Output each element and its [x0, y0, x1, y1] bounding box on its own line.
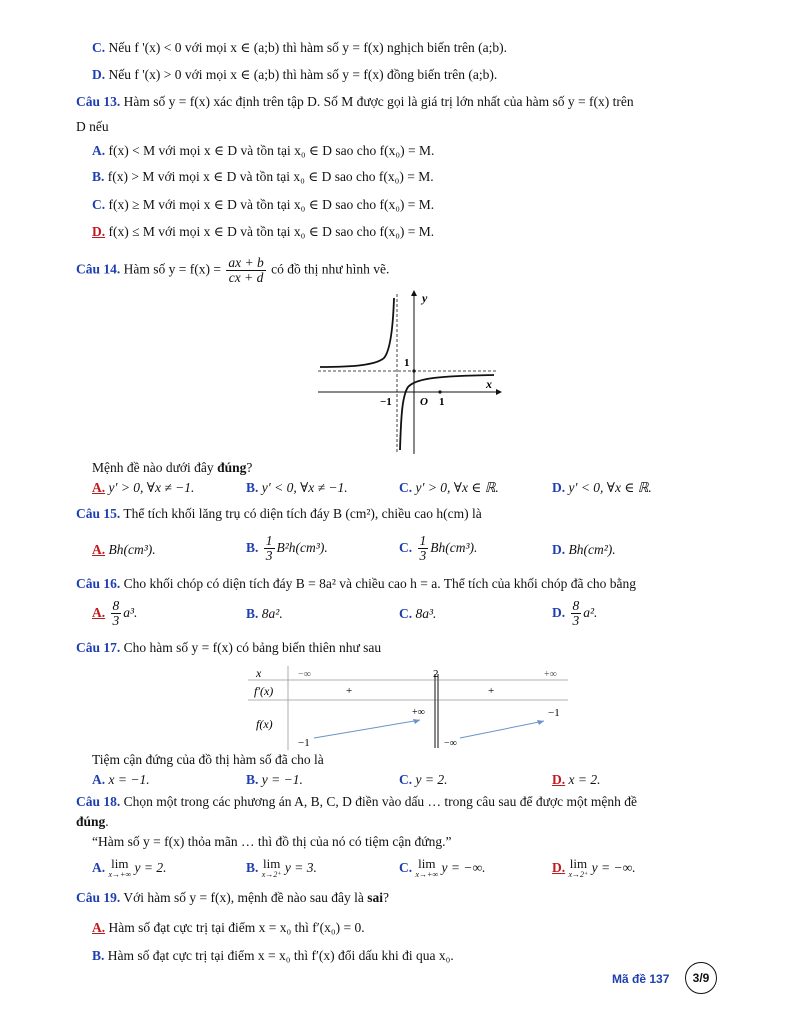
- q14-option-c: [399, 478, 499, 498]
- option-label: C.: [92, 197, 106, 212]
- option-label-correct: D.: [552, 772, 566, 787]
- option-label-correct: A.: [92, 605, 106, 620]
- option-label: D.: [552, 480, 566, 495]
- denominator: cx + d: [228, 270, 264, 285]
- question-text: có đồ thị như hình vẽ.: [271, 261, 390, 277]
- q19-stem: [76, 888, 389, 908]
- option-text: 8a³.: [415, 606, 437, 621]
- question-text: Với hàm số y = f(x), mệnh đề nào sau đây là: [123, 890, 368, 905]
- limit-word: lim: [418, 855, 436, 871]
- denominator: 3: [572, 613, 580, 629]
- q15-option-c: [399, 533, 477, 563]
- option-text: f(x) ≤ M với mọi x ∈ D và tồn tại x₀ ∈ D sao cho f(x₀) = M.: [108, 224, 435, 239]
- option-text: f(x) ≥ M với mọi x ∈ D và tồn tại x₀ ∈ D sao cho f(x₀) = M.: [108, 197, 435, 212]
- numerator: ax + b: [228, 255, 264, 270]
- option-text: y = −∞.: [591, 860, 636, 875]
- label-fprime: f′(x): [254, 684, 274, 698]
- numerator: 8: [112, 598, 120, 614]
- q18-stem-cont: [76, 812, 109, 832]
- q14-option-b: [246, 478, 348, 498]
- option-label: D.: [552, 542, 566, 557]
- q18-option-b: [246, 856, 317, 880]
- q14-question: [92, 458, 252, 478]
- option-text: f(x) < M với mọi x ∈ D và tồn tại x₀ ∈ D sao cho f(x₀) = M.: [108, 143, 435, 158]
- arrow-left-increase: [314, 720, 420, 738]
- fraction: [418, 534, 429, 563]
- option-label: A.: [92, 143, 106, 158]
- option-label: A.: [92, 860, 106, 875]
- option-label: D.: [92, 67, 106, 82]
- option-text: y = −1.: [261, 772, 303, 787]
- option-text: y′ < 0, ∀x ≠ −1.: [261, 480, 348, 495]
- option-label-correct: A.: [92, 480, 106, 495]
- q16-option-c: [399, 604, 436, 624]
- numerator: 8: [572, 598, 580, 614]
- option-text: 8a².: [261, 606, 283, 621]
- q17-question: [92, 750, 324, 770]
- denominator: 3: [265, 548, 273, 564]
- quote-text: “Hàm số y = f(x) thỏa mãn … thì đồ thị của nó có tiệm cận đứng.”: [92, 834, 452, 849]
- option-label: C.: [399, 540, 413, 555]
- question-label: Câu 14.: [76, 261, 121, 277]
- option-label: B.: [246, 480, 259, 495]
- option-text: Nếu f '(x) > 0 với mọi x ∈ (a;b) thì hàm số y = f(x) đồng biến trên (a;b).: [108, 67, 498, 82]
- fraction: [571, 599, 582, 628]
- q13-option-a: [92, 141, 434, 161]
- numerator: 1: [265, 533, 273, 549]
- option-label: B.: [246, 540, 259, 555]
- option-text: y′ < 0, ∀x ∈ ℝ.: [568, 480, 652, 495]
- question-label: Câu 18.: [76, 794, 121, 809]
- option-text: a².: [583, 605, 598, 620]
- q13-stem-cont: [76, 117, 109, 137]
- option-text: Hàm số đạt cực trị tại điểm x = x₀ thì f′(x) đổi dấu khi đi qua x₀.: [107, 948, 454, 963]
- limit: [568, 855, 589, 880]
- option-label: B.: [246, 860, 259, 875]
- tick-neg-one: −1: [380, 396, 392, 408]
- q14-graph: [314, 288, 504, 458]
- limit-subscript: x→2⁺: [568, 869, 589, 879]
- option-label: B.: [246, 606, 259, 621]
- value-pos-inf: +∞: [544, 669, 557, 680]
- option-text: Bh(cm³).: [430, 540, 478, 555]
- f-right-bottom: −∞: [444, 738, 457, 749]
- option-text: f(x) > M với mọi x ∈ D và tồn tại x₀ ∈ D sao cho f(x₀) = M.: [107, 169, 434, 184]
- limit: [108, 855, 132, 880]
- q18-stem: [76, 792, 637, 812]
- limit-word: lim: [262, 855, 281, 871]
- page-number: 3/9: [685, 962, 717, 994]
- question-text: Chọn một trong các phương án A, B, C, D điền vào dấu … trong câu sau để được một mệnh đề: [123, 794, 637, 809]
- option-label: C.: [92, 40, 106, 55]
- fraction: [264, 534, 275, 563]
- option-label: B.: [92, 169, 105, 184]
- emphasis: đúng: [217, 460, 247, 475]
- denominator: 3: [112, 613, 120, 629]
- option-label-correct: A.: [92, 920, 106, 935]
- limit-subscript: x→+∞: [415, 869, 439, 879]
- q17-stem: [76, 638, 381, 658]
- option-text: Nếu f '(x) < 0 với mọi x ∈ (a;b) thì hàm số y = f(x) nghịch biến trên (a;b).: [108, 40, 507, 55]
- numerator: 1: [419, 533, 427, 549]
- q13-option-d: [92, 222, 434, 242]
- curve-left-branch: [320, 298, 394, 367]
- q13-option-b: [92, 167, 434, 187]
- fraction: [111, 599, 122, 628]
- question-mark: ?: [383, 890, 389, 905]
- point-zero-one: [412, 369, 415, 372]
- q18-option-a: [92, 856, 167, 880]
- option-label: A.: [92, 772, 106, 787]
- f-start-value: −1: [298, 737, 310, 749]
- q16-option-b: [246, 604, 283, 624]
- q12-option-d: [92, 65, 497, 85]
- tick-one-x: 1: [439, 396, 445, 408]
- option-text: a³.: [123, 605, 138, 620]
- limit: [415, 855, 439, 880]
- option-label: D.: [552, 605, 566, 620]
- option-text: y = −∞.: [441, 860, 486, 875]
- option-text: x = −1.: [108, 772, 150, 787]
- option-text: y = 2.: [134, 860, 167, 875]
- question-text: Thể tích khối lăng trụ có diện tích đáy B (cm²), chiều cao h(cm) là: [123, 506, 482, 521]
- q19-option-b: [92, 946, 454, 966]
- question-label: Câu 15.: [76, 506, 121, 521]
- question-text: Tiệm cận đứng của đồ thị hàm số đã cho là: [92, 752, 324, 767]
- period: .: [105, 814, 109, 829]
- option-label: B.: [92, 948, 105, 963]
- q15-stem: [76, 504, 482, 524]
- question-label: Câu 17.: [76, 640, 121, 655]
- option-text: Hàm số đạt cực trị tại điểm x = x₀ thì f′(x₀) = 0.: [108, 920, 365, 935]
- emphasis: sai: [367, 890, 383, 905]
- question-text: Cho hàm số y = f(x) có bảng biến thiên như sau: [123, 640, 382, 655]
- q18-quote: [92, 832, 451, 852]
- q14-stem: [76, 256, 389, 285]
- question-label: Câu 13.: [76, 94, 121, 109]
- f-end-value: −1: [548, 707, 560, 719]
- option-label: C.: [399, 606, 413, 621]
- y-axis-label: y: [422, 291, 428, 305]
- question-label: Câu 16.: [76, 576, 121, 591]
- x-axis-label: x: [486, 377, 492, 391]
- emphasis: đúng: [76, 814, 106, 829]
- y-axis-arrow: [411, 290, 417, 296]
- fraction: [226, 256, 265, 285]
- q17-option-b: [246, 770, 303, 790]
- q16-stem: [76, 574, 636, 594]
- limit-subscript: x→+∞: [108, 869, 132, 879]
- sign-plus-left: +: [346, 685, 353, 697]
- q13-stem: [76, 92, 634, 112]
- denominator: 3: [419, 548, 427, 564]
- question-text: Mệnh đề nào dưới đây: [92, 460, 218, 475]
- label-x: x: [256, 666, 262, 680]
- value-two: 2: [433, 668, 439, 680]
- option-label: C.: [399, 860, 413, 875]
- question-label: Câu 19.: [76, 890, 121, 905]
- q17-option-d: [552, 770, 600, 790]
- option-text: x = 2.: [568, 772, 601, 787]
- label-f: f(x): [256, 717, 273, 731]
- x-axis-arrow: [496, 389, 502, 395]
- question-text: Hàm số y = f(x) xác định trên tập D. Số M được gọi là giá trị lớn nhất của hàm số y = f(x) trên: [123, 94, 634, 109]
- limit: [261, 855, 282, 880]
- value-neg-inf: −∞: [298, 669, 311, 680]
- option-text: B²h(cm³).: [276, 540, 328, 555]
- q12-option-c: [92, 38, 507, 58]
- origin-label: O: [420, 396, 428, 408]
- q14-option-d: [552, 478, 652, 498]
- option-text: Bh(cm²).: [568, 542, 616, 557]
- q17-option-a: [92, 770, 150, 790]
- question-text: Hàm số y = f(x) =: [123, 261, 221, 277]
- option-label-correct: A.: [92, 542, 106, 557]
- question-text: Cho khối chóp có diện tích đáy B = 8a² và chiều cao h = a. Thể tích của khối chóp đã cho bằng: [123, 576, 637, 591]
- limit-word: lim: [111, 855, 129, 871]
- sign-plus-right: +: [488, 685, 495, 697]
- q19-option-a: [92, 918, 365, 938]
- q14-option-a: [92, 478, 194, 498]
- q18-option-c: [399, 856, 486, 880]
- q13-option-c: [92, 195, 434, 215]
- limit-subscript: x→2⁺: [261, 869, 282, 879]
- option-text: y′ > 0, ∀x ≠ −1.: [108, 480, 195, 495]
- question-text: D nếu: [76, 119, 109, 134]
- q16-option-a: [92, 598, 137, 628]
- limit-word: lim: [569, 855, 588, 871]
- option-label: C.: [399, 772, 413, 787]
- q17-variation-table: [248, 666, 570, 750]
- tick-one-y: 1: [404, 357, 410, 369]
- q18-option-d: [552, 856, 636, 880]
- option-text: Bh(cm³).: [108, 542, 156, 557]
- option-label: C.: [399, 480, 413, 495]
- exam-code: Mã đề 137: [612, 972, 670, 986]
- question-mark: ?: [246, 460, 253, 475]
- q15-option-a: [92, 540, 156, 560]
- option-text: y = 2.: [415, 772, 448, 787]
- option-text: y′ > 0, ∀x ∈ ℝ.: [415, 480, 499, 495]
- f-left-top: +∞: [412, 707, 425, 718]
- option-label: B.: [246, 772, 259, 787]
- q16-option-d: [552, 598, 597, 628]
- q15-option-b: [246, 533, 328, 563]
- arrow-right-increase: [460, 721, 544, 738]
- q15-option-d: [552, 540, 616, 560]
- option-label-correct: D.: [552, 860, 566, 875]
- point-one-zero: [438, 390, 441, 393]
- option-label-correct: D.: [92, 224, 106, 239]
- q17-option-c: [399, 770, 447, 790]
- option-text: y = 3.: [284, 860, 317, 875]
